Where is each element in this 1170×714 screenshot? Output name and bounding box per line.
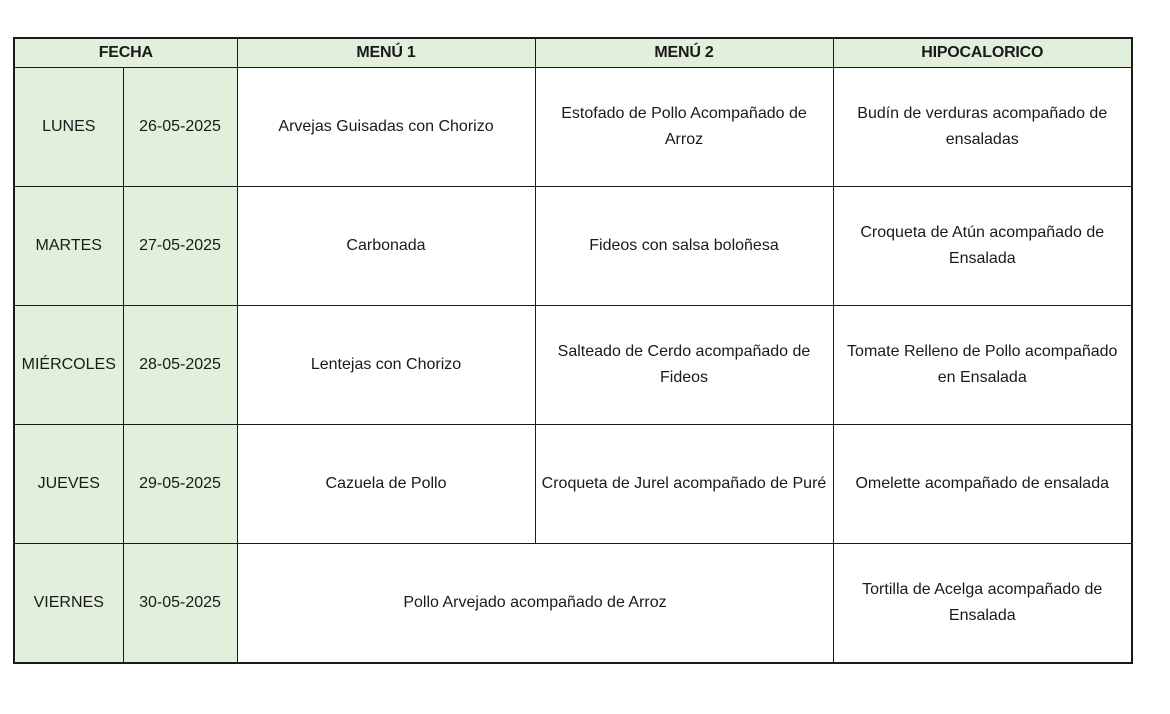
table-row xyxy=(14,544,1132,664)
hipocalorico-cell: Budín de verduras acompañado de ensaladas xyxy=(833,68,1132,187)
date-cell: 26-05-2025 xyxy=(123,68,237,187)
hipocalorico-cell: Omelette acompañado de ensalada xyxy=(833,425,1132,544)
date-cell: 29-05-2025 xyxy=(123,425,237,544)
hipocalorico-cell: Tomate Relleno de Pollo acompañado en Ensalada xyxy=(833,306,1132,425)
header-menu-2: MENÚ 2 xyxy=(535,38,833,68)
menu-1-cell: Cazuela de Pollo xyxy=(237,425,535,544)
menu-combined-cell: Pollo Arvejado acompañado de Arroz xyxy=(237,544,833,664)
header-menu-1: MENÚ 1 xyxy=(237,38,535,68)
date-cell: 30-05-2025 xyxy=(123,544,237,664)
day-cell: JUEVES xyxy=(14,425,123,544)
header-row xyxy=(14,38,1132,68)
menu-1-cell: Carbonada xyxy=(237,187,535,306)
day-cell: MARTES xyxy=(14,187,123,306)
menu-2-cell: Salteado de Cerdo acompañado de Fideos xyxy=(535,306,833,425)
menu-2-cell: Fideos con salsa boloñesa xyxy=(535,187,833,306)
header-fecha: FECHA xyxy=(14,38,237,68)
table-row xyxy=(14,306,1132,425)
date-cell: 28-05-2025 xyxy=(123,306,237,425)
menu-2-cell: Estofado de Pollo Acompañado de Arroz xyxy=(535,68,833,187)
day-cell: LUNES xyxy=(14,68,123,187)
day-cell: VIERNES xyxy=(14,544,123,664)
menu-1-cell: Lentejas con Chorizo xyxy=(237,306,535,425)
date-cell: 27-05-2025 xyxy=(123,187,237,306)
menu-2-cell: Croqueta de Jurel acompañado de Puré xyxy=(535,425,833,544)
table-row xyxy=(14,425,1132,544)
weekly-menu-table xyxy=(13,37,1133,664)
table-row xyxy=(14,68,1132,187)
menu-1-cell: Arvejas Guisadas con Chorizo xyxy=(237,68,535,187)
hipocalorico-cell: Tortilla de Acelga acompañado de Ensalada xyxy=(833,544,1132,664)
hipocalorico-cell: Croqueta de Atún acompañado de Ensalada xyxy=(833,187,1132,306)
header-hipocalorico: HIPOCALORICO xyxy=(833,38,1132,68)
day-cell: MIÉRCOLES xyxy=(14,306,123,425)
table-row xyxy=(14,187,1132,306)
